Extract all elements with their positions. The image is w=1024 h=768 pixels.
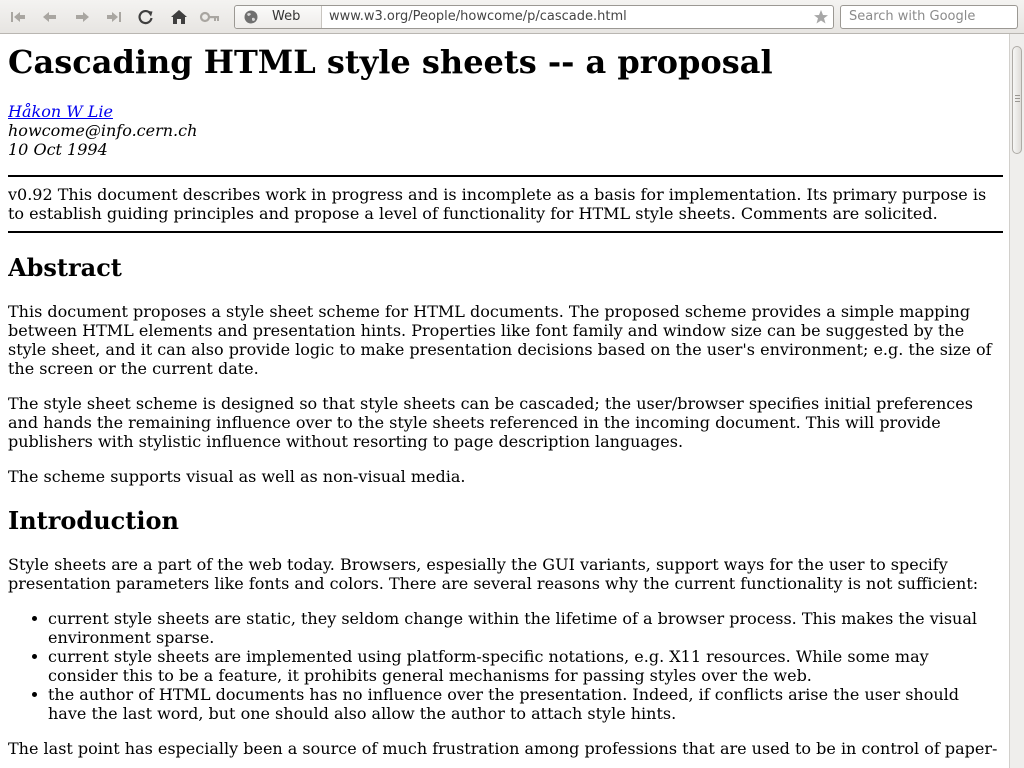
bullet-marker: [32, 654, 37, 659]
list-item: [8, 609, 993, 647]
list-item-text: current style sheets are static, they seldom change within the lifetime of a browser process. This makes the visual environment sparse.: [48, 609, 978, 647]
reload-icon[interactable]: [134, 6, 158, 28]
page-title: Cascading HTML style sheets -- a proposal: [8, 43, 773, 81]
list-item-text: current style sheets are implemented using platform-specific notations, e.g. X11 resources. While some may consider this to be a feature, it prohibits general mechanisms for passing styles over the web.: [48, 647, 929, 685]
thumb-grip: [1015, 98, 1020, 99]
search-bar[interactable]: [840, 5, 1018, 29]
bullet-marker: [32, 616, 37, 621]
browser-toolbar: [0, 0, 1024, 34]
search-placeholder[interactable]: Search with Google: [849, 9, 976, 24]
site-label: Web: [272, 9, 301, 24]
list-item: [8, 685, 993, 723]
introduction-heading: Introduction: [8, 506, 179, 535]
last-page-icon[interactable]: [102, 6, 126, 28]
introduction-list: [8, 609, 1003, 723]
address-bar[interactable]: [234, 5, 834, 29]
abstract-paragraph-3: The scheme supports visual as well as non-visual media.: [8, 467, 466, 486]
author-email: howcome@info.cern.ch: [8, 121, 198, 140]
page-content: [8, 34, 1003, 768]
introduction-paragraph-1: Style sheets are a part of the web today. Browsers, espesially the GUI variants, support ways for the user to specify presentation parameters like fonts and colors. There are several reasons why the current functionality is not sufficient:: [8, 555, 979, 593]
introduction-paragraph-2: The last point has especially been a source of much frustration among professions that are used to be in control of paper-: [8, 739, 998, 758]
status-paragraph: v0.92 This document describes work in progress and is incomplete as a basis for implementation. Its primary purpose is to establish guiding principles and propose a level of functionality for HTML style sheets. Comments are solicited.: [8, 185, 987, 223]
list-item-text: the author of HTML documents has no influence over the presentation. Indeed, if conflicts arise the user should have the last word, but one should also allow the author to attach style hints.: [48, 685, 959, 723]
key-icon[interactable]: [198, 6, 222, 28]
abstract-paragraph-2: The style sheet scheme is designed so that style sheets can be cascaded; the user/browser specifies initial preferences and hands the remaining influence over to the style sheets referenced in the incoming document. This will provide publishers with stylistic influence without resorting to page description languages.: [8, 394, 973, 451]
author-block: [8, 102, 197, 159]
thumb-grip: [1015, 95, 1020, 96]
back-icon[interactable]: [38, 6, 62, 28]
url-text[interactable]: www.w3.org/People/howcome/p/cascade.html: [329, 9, 627, 24]
list-item: [8, 647, 993, 685]
divider: [8, 175, 1003, 177]
bullet-marker: [32, 692, 37, 697]
globe-icon: [243, 9, 259, 29]
document-date: 10 Oct 1994: [8, 140, 108, 159]
home-icon[interactable]: [167, 6, 191, 28]
scrollbar-thumb[interactable]: [1012, 46, 1022, 154]
abstract-paragraph-1: This document proposes a style sheet scheme for HTML documents. The proposed scheme provides a simple mapping between HTML elements and presentation hints. Properties like font family and window size can be suggested by the style sheet, and it can also provide logic to make presentation decisions based on the user's environment; e.g. the size of the screen or the current date.: [8, 302, 992, 378]
first-page-icon[interactable]: [6, 6, 30, 28]
star-icon[interactable]: [813, 9, 829, 29]
abstract-heading: Abstract: [8, 253, 122, 282]
author-link[interactable]: Håkon W Lie: [8, 102, 113, 121]
vertical-scrollbar[interactable]: [1009, 34, 1024, 768]
thumb-grip: [1015, 101, 1020, 102]
divider: [8, 231, 1003, 233]
site-identity-button[interactable]: [235, 6, 322, 28]
forward-icon[interactable]: [70, 6, 94, 28]
